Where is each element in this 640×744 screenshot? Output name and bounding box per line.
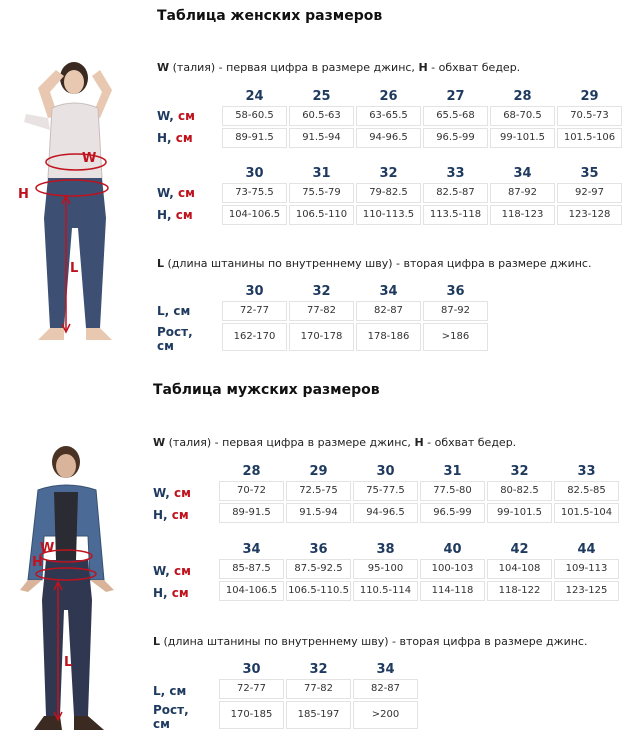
h-row-label bbox=[153, 508, 189, 522]
w-cell: 80-82.5 bbox=[487, 481, 552, 501]
length-header: 32 bbox=[309, 662, 328, 677]
h-cell: 89-91.5 bbox=[219, 503, 284, 523]
size-header: 34 bbox=[513, 166, 532, 181]
size-header: 33 bbox=[446, 166, 465, 181]
h-row-label bbox=[157, 208, 193, 222]
men-length-table bbox=[219, 662, 418, 729]
length-header: 30 bbox=[242, 662, 261, 677]
men-w-mark: W bbox=[40, 541, 55, 556]
size-header: 32 bbox=[510, 464, 529, 479]
w-text: (талия) - первая цифра в размере джинс, bbox=[165, 436, 415, 449]
length-header: 30 bbox=[245, 284, 264, 299]
h-row-label bbox=[153, 586, 189, 600]
h-cell: 101.5-104 bbox=[554, 503, 619, 523]
size-header: 24 bbox=[245, 89, 264, 104]
w-cell: 79-82.5 bbox=[356, 183, 421, 203]
l-cell: 82-87 bbox=[356, 301, 421, 321]
w-cell: 60.5-63 bbox=[289, 106, 354, 126]
women-w-mark: W bbox=[82, 151, 97, 166]
size-header: 31 bbox=[312, 166, 331, 181]
height-cell: 162-170 bbox=[222, 323, 287, 351]
height-cell: 178-186 bbox=[356, 323, 421, 351]
height-cell: 185-197 bbox=[286, 701, 351, 729]
w-cell: 77.5-80 bbox=[420, 481, 485, 501]
w-row-label bbox=[153, 486, 191, 500]
women-wh-description bbox=[157, 61, 520, 74]
l-text: (длина штанины по внутреннему шву) - вторая цифра в размере джинс. bbox=[160, 635, 588, 648]
height-label: Рост, bbox=[157, 325, 193, 339]
w-cell: 100-103 bbox=[420, 559, 485, 579]
w-label: W, bbox=[157, 109, 174, 123]
height-cell: 170-185 bbox=[219, 701, 284, 729]
men-l-description bbox=[153, 635, 587, 648]
w-key: W bbox=[157, 61, 170, 74]
height-row-label bbox=[157, 325, 193, 353]
size-header: 42 bbox=[510, 542, 529, 557]
w-label: W, bbox=[153, 564, 170, 578]
unit: см bbox=[178, 186, 195, 200]
men-size-table-2 bbox=[219, 542, 619, 601]
men-model-figure bbox=[4, 440, 134, 740]
size-header: 30 bbox=[245, 166, 264, 181]
unit: см bbox=[178, 109, 195, 123]
w-cell: 68-70.5 bbox=[490, 106, 555, 126]
w-row-label bbox=[153, 564, 191, 578]
men-l-mark: L bbox=[64, 655, 73, 670]
height-cell: 170-178 bbox=[289, 323, 354, 351]
w-cell: 82.5-85 bbox=[554, 481, 619, 501]
h-cell: 91.5-94 bbox=[289, 128, 354, 148]
w-cell: 73-75.5 bbox=[222, 183, 287, 203]
women-h-mark: H bbox=[18, 187, 29, 202]
h-text: - обхват бедер. bbox=[423, 436, 517, 449]
l-key: L bbox=[153, 635, 161, 648]
l-cell: 82-87 bbox=[353, 679, 418, 699]
h-label: H, bbox=[157, 131, 172, 145]
height-label: Рост, bbox=[153, 703, 189, 717]
size-header: 29 bbox=[309, 464, 328, 479]
h-cell: 113.5-118 bbox=[423, 205, 488, 225]
w-cell: 95-100 bbox=[353, 559, 418, 579]
h-cell: 94-96.5 bbox=[356, 128, 421, 148]
size-header: 28 bbox=[513, 89, 532, 104]
h-cell: 91.5-94 bbox=[286, 503, 351, 523]
size-header: 29 bbox=[580, 89, 599, 104]
h-cell: 104-106.5 bbox=[222, 205, 287, 225]
w-cell: 92-97 bbox=[557, 183, 622, 203]
w-cell: 65.5-68 bbox=[423, 106, 488, 126]
size-header: 26 bbox=[379, 89, 398, 104]
l-cell: 77-82 bbox=[286, 679, 351, 699]
size-header: 32 bbox=[379, 166, 398, 181]
h-cell: 99-101.5 bbox=[487, 503, 552, 523]
size-header: 34 bbox=[242, 542, 261, 557]
l-row-label: L, см bbox=[157, 304, 191, 318]
h-row-label bbox=[157, 131, 193, 145]
w-cell: 75.5-79 bbox=[289, 183, 354, 203]
h-cell: 96.5-99 bbox=[423, 128, 488, 148]
size-header: 33 bbox=[577, 464, 596, 479]
w-cell: 104-108 bbox=[487, 559, 552, 579]
h-cell: 123-125 bbox=[554, 581, 619, 601]
unit: см bbox=[171, 586, 189, 600]
h-key: H bbox=[418, 61, 428, 74]
men-title: Таблица мужских размеров bbox=[153, 382, 380, 398]
women-model-figure bbox=[8, 58, 138, 348]
size-header: 38 bbox=[376, 542, 395, 557]
h-cell: 99-101.5 bbox=[490, 128, 555, 148]
unit: см bbox=[175, 208, 193, 222]
size-header: 25 bbox=[312, 89, 331, 104]
height-cell: >200 bbox=[353, 701, 418, 729]
h-cell: 123-128 bbox=[557, 205, 622, 225]
women-length-table bbox=[222, 284, 488, 351]
unit: см bbox=[175, 131, 193, 145]
w-row-label bbox=[157, 109, 195, 123]
women-title: Таблица женских размеров bbox=[157, 8, 383, 24]
w-cell: 72.5-75 bbox=[286, 481, 351, 501]
l-text: (длина штанины по внутреннему шву) - вторая цифра в размере джинс. bbox=[164, 257, 592, 270]
length-header: 36 bbox=[446, 284, 465, 299]
size-header: 35 bbox=[580, 166, 599, 181]
w-cell: 82.5-87 bbox=[423, 183, 488, 203]
h-cell: 96.5-99 bbox=[420, 503, 485, 523]
w-cell: 70.5-73 bbox=[557, 106, 622, 126]
l-key: L bbox=[157, 257, 165, 270]
w-cell: 87.5-92.5 bbox=[286, 559, 351, 579]
size-header: 27 bbox=[446, 89, 465, 104]
men-h-mark: H bbox=[32, 555, 43, 570]
men-wh-description bbox=[153, 436, 516, 449]
women-size-table-1 bbox=[222, 89, 622, 148]
women-l-mark: L bbox=[70, 261, 79, 276]
h-cell: 106.5-110 bbox=[289, 205, 354, 225]
l-cell: 72-77 bbox=[219, 679, 284, 699]
w-cell: 75-77.5 bbox=[353, 481, 418, 501]
w-cell: 70-72 bbox=[219, 481, 284, 501]
w-cell: 109-113 bbox=[554, 559, 619, 579]
h-cell: 104-106.5 bbox=[219, 581, 284, 601]
length-header: 32 bbox=[312, 284, 331, 299]
w-text: (талия) - первая цифра в размере джинс, bbox=[169, 61, 419, 74]
h-cell: 106.5-110.5 bbox=[286, 581, 351, 601]
h-cell: 118-122 bbox=[487, 581, 552, 601]
length-header: 34 bbox=[376, 662, 395, 677]
women-size-table-2 bbox=[222, 166, 622, 225]
w-label: W, bbox=[153, 486, 170, 500]
w-label: W, bbox=[157, 186, 174, 200]
l-cell: 72-77 bbox=[222, 301, 287, 321]
size-header: 30 bbox=[376, 464, 395, 479]
unit: см bbox=[174, 564, 191, 578]
women-l-description bbox=[157, 257, 591, 270]
height-unit: см bbox=[157, 339, 174, 353]
h-cell: 101.5-106 bbox=[557, 128, 622, 148]
h-label: H, bbox=[153, 586, 168, 600]
unit: см bbox=[174, 486, 191, 500]
size-header: 28 bbox=[242, 464, 261, 479]
length-header: 34 bbox=[379, 284, 398, 299]
h-cell: 110.5-114 bbox=[353, 581, 418, 601]
h-cell: 118-123 bbox=[490, 205, 555, 225]
h-text: - обхват бедер. bbox=[427, 61, 521, 74]
w-cell: 85-87.5 bbox=[219, 559, 284, 579]
men-size-table-1 bbox=[219, 464, 619, 523]
h-label: H, bbox=[157, 208, 172, 222]
l-cell: 77-82 bbox=[289, 301, 354, 321]
w-cell: 87-92 bbox=[490, 183, 555, 203]
size-header: 36 bbox=[309, 542, 328, 557]
w-row-label bbox=[157, 186, 195, 200]
height-cell: >186 bbox=[423, 323, 488, 351]
size-header: 44 bbox=[577, 542, 596, 557]
unit: см bbox=[171, 508, 189, 522]
h-cell: 114-118 bbox=[420, 581, 485, 601]
size-header: 40 bbox=[443, 542, 462, 557]
l-row-label: L, см bbox=[153, 684, 187, 698]
size-header: 31 bbox=[443, 464, 462, 479]
l-cell: 87-92 bbox=[423, 301, 488, 321]
w-key: W bbox=[153, 436, 166, 449]
h-cell: 110-113.5 bbox=[356, 205, 421, 225]
h-key: H bbox=[414, 436, 424, 449]
w-cell: 63-65.5 bbox=[356, 106, 421, 126]
w-cell: 58-60.5 bbox=[222, 106, 287, 126]
height-row-label bbox=[153, 703, 189, 731]
h-cell: 94-96.5 bbox=[353, 503, 418, 523]
height-unit: см bbox=[153, 717, 170, 731]
h-label: H, bbox=[153, 508, 168, 522]
h-cell: 89-91.5 bbox=[222, 128, 287, 148]
